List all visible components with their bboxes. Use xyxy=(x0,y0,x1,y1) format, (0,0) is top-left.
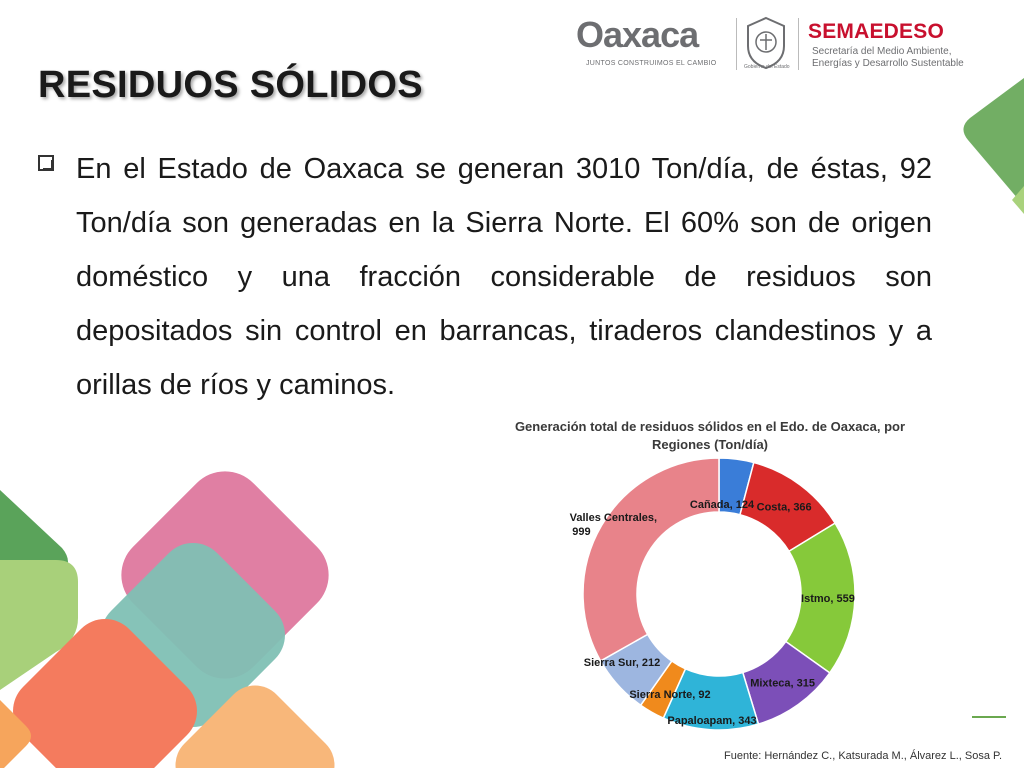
logo-divider xyxy=(736,18,737,70)
donut-chart xyxy=(560,452,880,752)
chart-title-line2: Regiones (Ton/día) xyxy=(651,437,769,452)
donut-slice-valles-centrales xyxy=(583,458,719,661)
data-label-valles-centrales-line1: Valles Centrales, xyxy=(569,512,658,525)
decorative-line xyxy=(972,716,1006,718)
data-label-sierra-sur: Sierra Sur, 212 xyxy=(583,657,661,669)
agency-logo-name: SEMAEDESO xyxy=(808,20,944,43)
chart-title-line1: Generación total de residuos sólidos en el Edo. de Oaxaca, por xyxy=(514,419,906,434)
header-logos xyxy=(572,8,964,80)
seal-caption: Gobierno del Estado xyxy=(744,64,790,70)
data-label-mixteca: Mixteca, 315 xyxy=(750,677,816,690)
data-label-papaloapam: Papaloapam, 343 xyxy=(667,715,757,727)
source-note: Fuente: Hernández C., Katsurada M., Álvarez L., Sosa P. xyxy=(724,750,1002,762)
agency-subtitle-line1: Secretaría del Medio Ambiente, xyxy=(812,46,952,57)
data-label-valles-centrales-line2: 999 xyxy=(572,526,591,539)
slide-title: RESIDUOS SÓLIDOS xyxy=(38,64,423,106)
deco-green-tab-top xyxy=(963,78,1024,206)
chart-title xyxy=(494,418,926,454)
oaxaca-logo-word: Oaxaca xyxy=(576,14,699,55)
state-seal-icon xyxy=(744,16,788,70)
logo-divider xyxy=(798,18,799,70)
checkbox-bullet-icon xyxy=(38,155,54,171)
data-label-sierra-norte: Sierra Norte, 92 xyxy=(629,689,711,701)
oaxaca-logo-tagline: JUNTOS CONSTRUIMOS EL CAMBIO xyxy=(586,60,717,67)
data-label-canada: Cañada, 124 xyxy=(689,499,755,511)
bullet-paragraph: En el Estado de Oaxaca se generan 3010 Ton/día, de éstas, 92 Ton/día son generadas en la Sierra Norte. El 60% son de origen doméstico y una fracción considerable de residuos son depositados sin control en barrancas, tiraderos clandestinos y a orillas de ríos y caminos. xyxy=(76,153,932,401)
data-label-costa: Costa, 366 xyxy=(756,501,812,514)
data-label-istmo: Istmo, 559 xyxy=(801,592,855,605)
agency-subtitle-line2: Energías y Desarrollo Sustentable xyxy=(812,58,964,69)
